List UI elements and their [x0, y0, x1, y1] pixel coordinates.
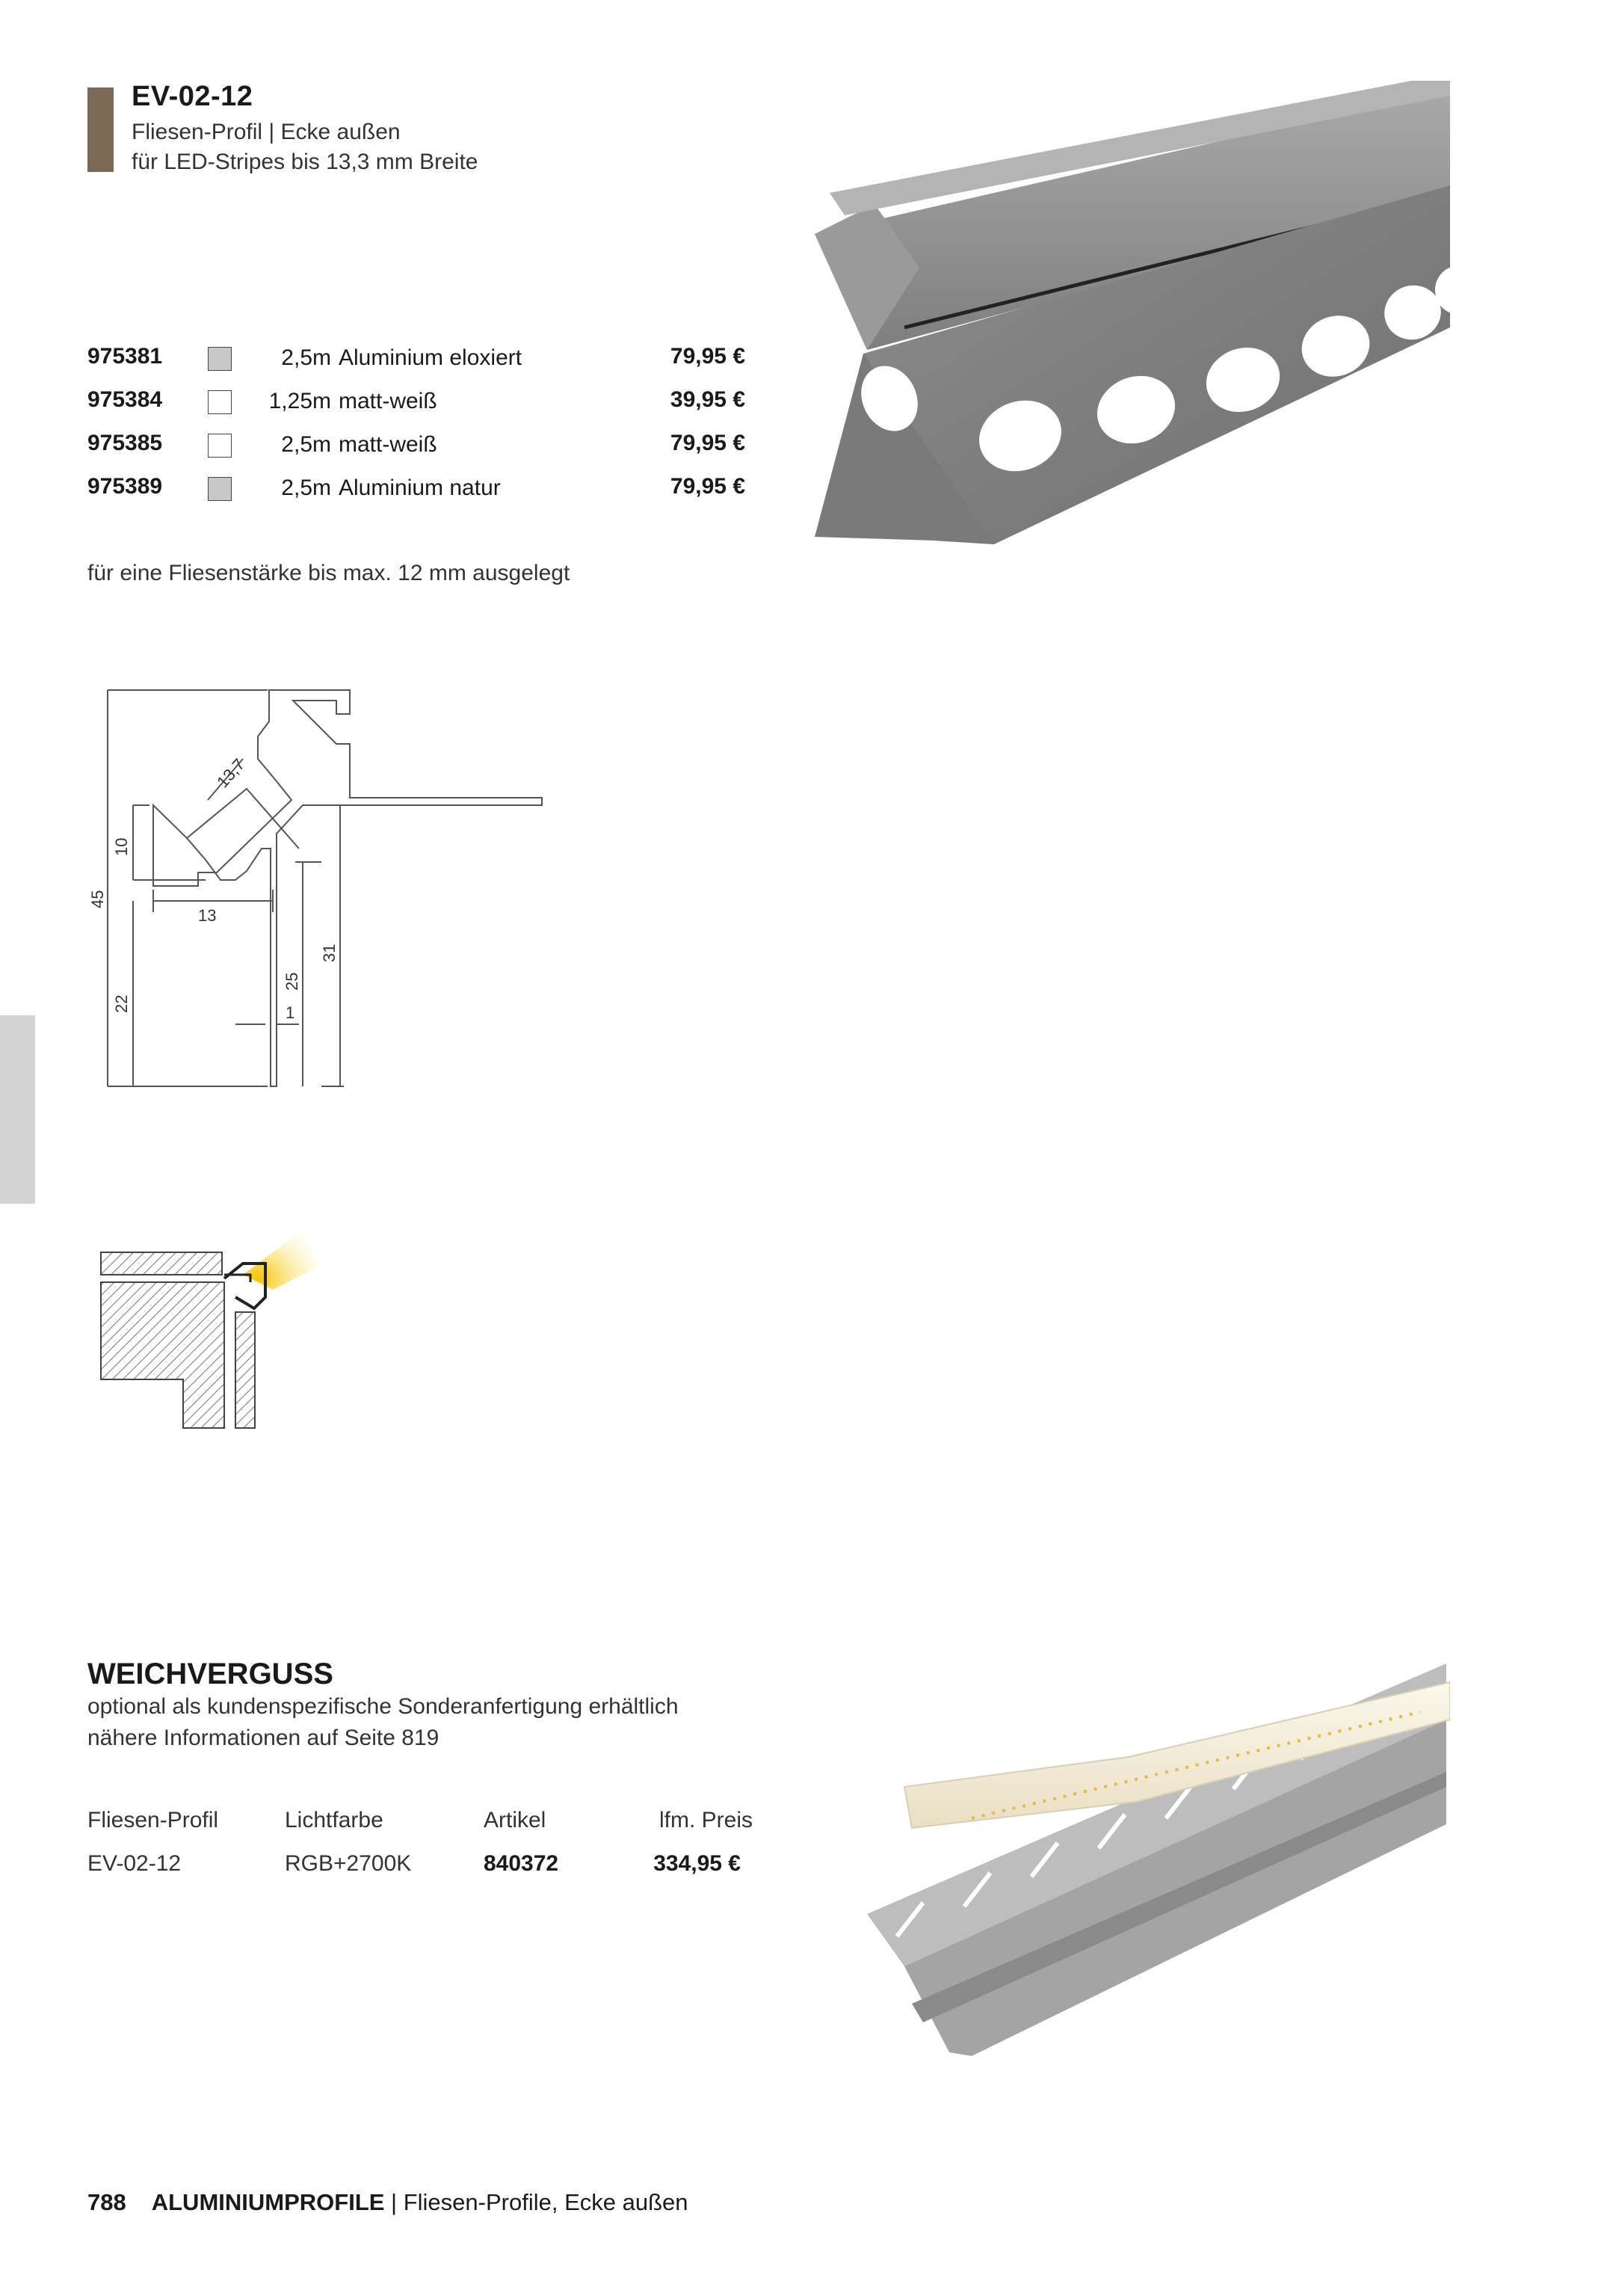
weichverguss-product-image [792, 1652, 1450, 2071]
article-number: 975384 [87, 387, 163, 412]
dim-13: 13 [198, 906, 217, 925]
row-article: 840372 [484, 1851, 559, 1876]
color-swatch [208, 477, 232, 501]
tile-thickness-note: für eine Fliesenstärke bis max. 12 mm ausgelegt [87, 561, 570, 585]
footer-section: Fliesen-Profile, Ecke außen [403, 2189, 688, 2215]
color-swatch [208, 347, 232, 371]
color-swatch [208, 390, 232, 414]
row-light-color: RGB+2700K [285, 1851, 412, 1876]
material: Aluminium eloxiert [339, 345, 522, 370]
section-side-tab [0, 1015, 35, 1204]
dim-13-7: 13,7 [213, 754, 249, 792]
dim-25: 25 [283, 972, 301, 991]
color-swatch [208, 434, 232, 458]
weichverguss-line-2: nähere Informationen auf Seite 819 [87, 1726, 439, 1750]
length: 1,25m [268, 389, 331, 413]
page-number: 788 [87, 2189, 126, 2215]
weichverguss-line-1: optional als kundenspezifische Sonderanfertigung erhältlich [87, 1694, 679, 1719]
dim-31: 31 [320, 944, 339, 962]
article-number: 975389 [87, 474, 163, 499]
page-footer [87, 2189, 688, 2216]
footer-category: ALUMINIUMPROFILE [151, 2189, 385, 2215]
price: 79,95 € [670, 474, 745, 499]
dim-10: 10 [112, 837, 131, 856]
weichverguss-title: WEICHVERGUSS [87, 1658, 333, 1690]
length: 2,5m [281, 475, 331, 500]
header-price: lfm. Preis [658, 1808, 753, 1832]
material: matt-weiß [339, 389, 437, 413]
price: 39,95 € [670, 387, 745, 412]
product-row [87, 380, 745, 423]
installation-sketch [93, 1207, 325, 1432]
dim-22: 22 [112, 994, 131, 1013]
product-subtitle-line-1: Fliesen-Profil | Ecke außen [132, 120, 401, 144]
product-row [87, 336, 745, 380]
header-article: Artikel [484, 1808, 546, 1832]
dimension-drawing [75, 677, 568, 1110]
length: 2,5m [281, 345, 331, 370]
header-light-color: Lichtfarbe [285, 1808, 383, 1832]
material: Aluminium natur [339, 475, 501, 500]
article-number: 975385 [87, 431, 163, 455]
product-title: EV-02-12 [132, 81, 253, 112]
profile-product-image [770, 81, 1450, 559]
row-profile: EV-02-12 [87, 1851, 182, 1876]
price: 79,95 € [670, 344, 745, 369]
price: 79,95 € [670, 431, 745, 455]
product-subtitle [132, 117, 478, 177]
product-subtitle-line-2: für LED-Stripes bis 13,3 mm Breite [132, 150, 478, 174]
length: 2,5m [281, 432, 331, 457]
product-row [87, 467, 745, 510]
header-profile: Fliesen-Profil [87, 1808, 219, 1832]
product-row [87, 423, 745, 467]
title-accent-bar [87, 87, 114, 172]
dim-45: 45 [88, 890, 107, 908]
footer-separator: | [384, 2189, 404, 2215]
row-price: 334,95 € [653, 1851, 741, 1876]
material: matt-weiß [339, 432, 437, 457]
dim-1: 1 [286, 1003, 295, 1022]
weichverguss-description [87, 1691, 679, 1754]
article-number: 975381 [87, 344, 163, 369]
